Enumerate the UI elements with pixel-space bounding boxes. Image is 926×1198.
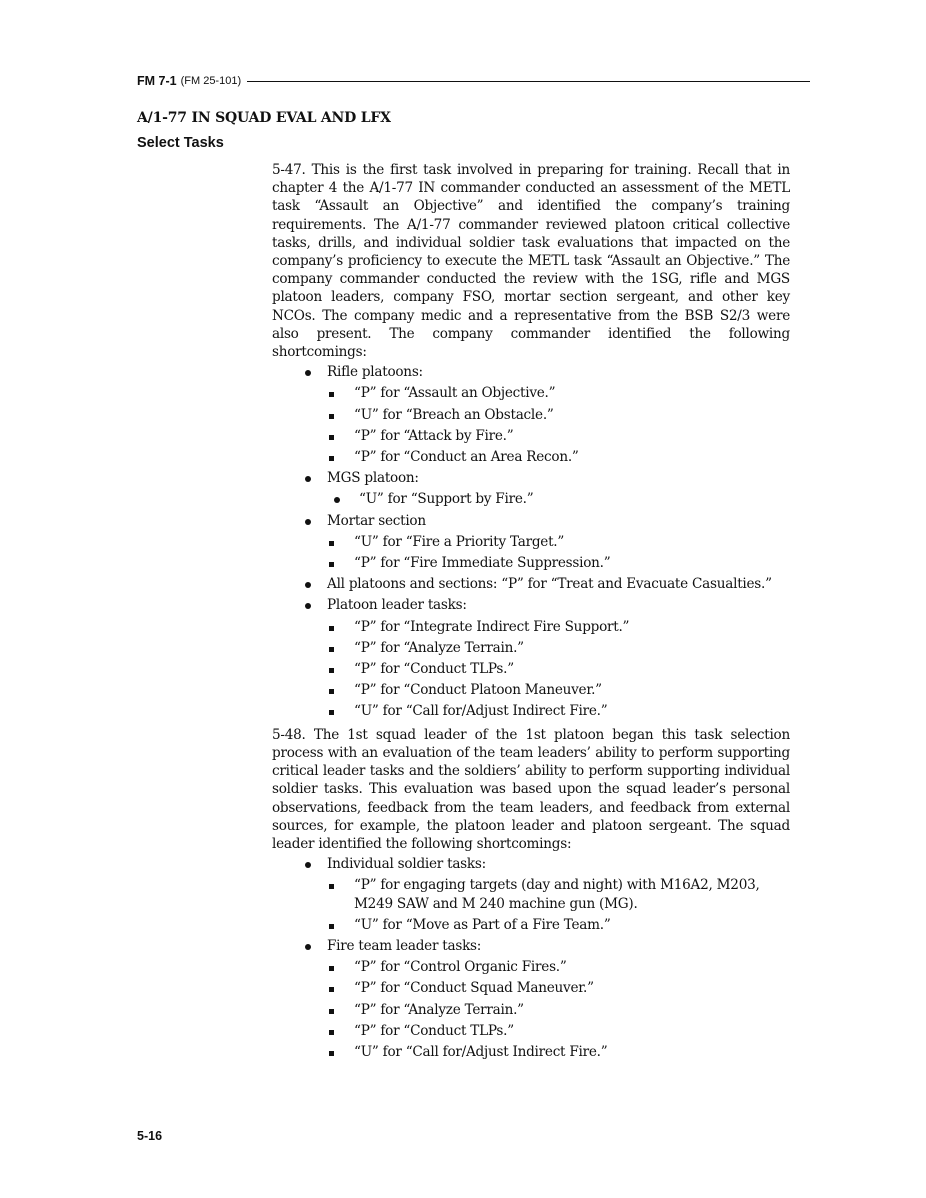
list-subitem xyxy=(272,660,790,678)
list-subitem-text: “P” for “Conduct an Area Recon.” xyxy=(354,449,579,466)
list-item xyxy=(272,596,790,614)
list-subitem xyxy=(272,681,790,699)
bullet-icon xyxy=(305,944,311,950)
list-subitem xyxy=(272,1043,790,1061)
paragraph-5-48: 5-48. The 1st squad leader of the 1st platoon began this task selection process with an evaluation of the team leaders’ ability to perform supporting critical leader tasks and the soldiers’ ability to perform supporting individual soldier tasks. This evaluation was based upon the squad leader’s personal observations, feedback from the team leaders, and feedback from external sources, for example, the platoon leader and platoon sergeant. The squad leader identified the following shortcomings: xyxy=(272,726,790,852)
bullet-icon xyxy=(305,476,311,482)
list-item-label: Mortar section xyxy=(327,512,426,529)
list-subitem-text: “P” for “Analyze Terrain.” xyxy=(354,639,524,656)
bullet-icon xyxy=(305,519,311,525)
list-item xyxy=(272,575,790,593)
list-subitem xyxy=(272,916,790,934)
square-bullet-icon xyxy=(329,668,334,673)
list-subitem xyxy=(272,406,790,424)
page-number: 5-16 xyxy=(137,1129,163,1143)
list-subitem xyxy=(272,448,790,466)
square-bullet-icon xyxy=(329,710,334,715)
square-bullet-icon xyxy=(329,689,334,694)
bullet-icon xyxy=(305,862,311,868)
list-subitem-text: “P” for “Fire Immediate Suppression.” xyxy=(354,555,611,572)
square-bullet-icon xyxy=(329,647,334,652)
bullet-icon xyxy=(305,370,311,376)
list-subitem-text: “P” for engaging targets (day and night) with M16A2, M203, M249 SAW and M 240 machine gun (MG). xyxy=(354,877,760,912)
list-item-label: All platoons and sections: “P” for “Treat and Evacuate Casualties.” xyxy=(327,576,772,593)
list-subitem-text: “U” for “Call for/Adjust Indirect Fire.” xyxy=(354,1043,608,1060)
list-item xyxy=(272,363,790,381)
manual-number: FM 7-1 xyxy=(137,74,177,88)
list-subitem xyxy=(272,427,790,445)
list-subitem xyxy=(272,618,790,636)
subsection-title: Select Tasks xyxy=(137,135,224,151)
square-bullet-icon xyxy=(329,884,334,889)
list-subitem-text: “P” for “Conduct Squad Maneuver.” xyxy=(354,980,594,997)
square-bullet-icon xyxy=(329,541,334,546)
list-subitem-text: “P” for “Integrate Indirect Fire Support.” xyxy=(354,618,630,635)
list-item-label: Platoon leader tasks: xyxy=(327,597,467,614)
list-subitem-text: “U” for “Breach an Obstacle.” xyxy=(354,406,554,423)
paragraph-5-47: 5-47. This is the first task involved in preparing for training. Recall that in chapter 4 the A/1-77 IN commander conducted an assessment of the METL task “Assault an Objective” and identified the company’s training requirements. The A/1-77 commander reviewed platoon critical collective tasks, drills, and individual soldier task evaluations that impacted on the company’s proficiency to execute the METL task “Assault an Objective.” The company commander conducted the review with the 1SG, rifle and MGS platoon leaders, company FSO, mortar section sergeant, and other key NCOs. The company medic and a representative from the BSB S2/3 were also present. The company commander identified the following shortcomings: xyxy=(272,162,790,361)
bullet-icon xyxy=(305,603,311,609)
square-bullet-icon xyxy=(329,1051,334,1056)
bullet-icon xyxy=(305,582,311,588)
list-subitem xyxy=(272,979,790,997)
list-subitem-text: “U” for “Support by Fire.” xyxy=(359,491,534,508)
list-subitem-text: “U” for “Fire a Priority Target.” xyxy=(354,533,565,550)
body-text xyxy=(272,161,790,1061)
list-item xyxy=(272,855,790,873)
square-bullet-icon xyxy=(329,392,334,397)
square-bullet-icon xyxy=(329,987,334,992)
list-subitem xyxy=(272,639,790,657)
list-subitem xyxy=(272,533,790,551)
list-subitem xyxy=(272,384,790,402)
list-subitem xyxy=(272,958,790,976)
square-bullet-icon xyxy=(329,924,334,929)
square-bullet-icon xyxy=(329,1030,334,1035)
list-subitem-text: “U” for “Call for/Adjust Indirect Fire.” xyxy=(354,703,608,720)
alt-manual-number: (FM 25-101) xyxy=(180,75,242,87)
list-subitem-text: “P” for “Conduct Platoon Maneuver.” xyxy=(354,682,602,699)
square-bullet-icon xyxy=(329,626,334,631)
square-bullet-icon xyxy=(329,456,334,461)
list-item xyxy=(272,937,790,955)
list-subitem xyxy=(272,876,790,912)
list-item-label: Rifle platoons: xyxy=(327,364,423,381)
list-subitem-text: “P” for “Attack by Fire.” xyxy=(354,427,514,444)
list-subitem-text: “P” for “Conduct TLPs.” xyxy=(354,1022,514,1039)
square-bullet-icon xyxy=(329,1009,334,1014)
list-subitem xyxy=(272,702,790,720)
section-title: A/1-77 IN SQUAD EVAL AND LFX xyxy=(137,110,391,126)
list-item-label: MGS platoon: xyxy=(327,470,419,487)
list-subitem xyxy=(272,554,790,572)
list-subitem xyxy=(272,1001,790,1019)
header-rule xyxy=(247,81,810,82)
square-bullet-icon xyxy=(329,435,334,440)
list-subitem-text: “P” for “Analyze Terrain.” xyxy=(354,1001,524,1018)
square-bullet-icon xyxy=(329,966,334,971)
list-item-label: Individual soldier tasks: xyxy=(327,856,486,873)
list-subitem-text: “P” for “Conduct TLPs.” xyxy=(354,661,514,678)
square-bullet-icon xyxy=(329,414,334,419)
list-subitem xyxy=(272,1022,790,1040)
list-subitem-text: “P” for “Control Organic Fires.” xyxy=(354,959,567,976)
list-subitem-text: “P” for “Assault an Objective.” xyxy=(354,385,556,402)
square-bullet-icon xyxy=(329,562,334,567)
list-item xyxy=(272,512,790,530)
list-item xyxy=(272,469,790,487)
running-header xyxy=(137,72,810,90)
list-subitem-text: “U” for “Move as Part of a Fire Team.” xyxy=(354,916,611,933)
bullet-icon xyxy=(334,497,340,503)
list-subitem xyxy=(272,490,790,508)
list-item-label: Fire team leader tasks: xyxy=(327,937,482,954)
